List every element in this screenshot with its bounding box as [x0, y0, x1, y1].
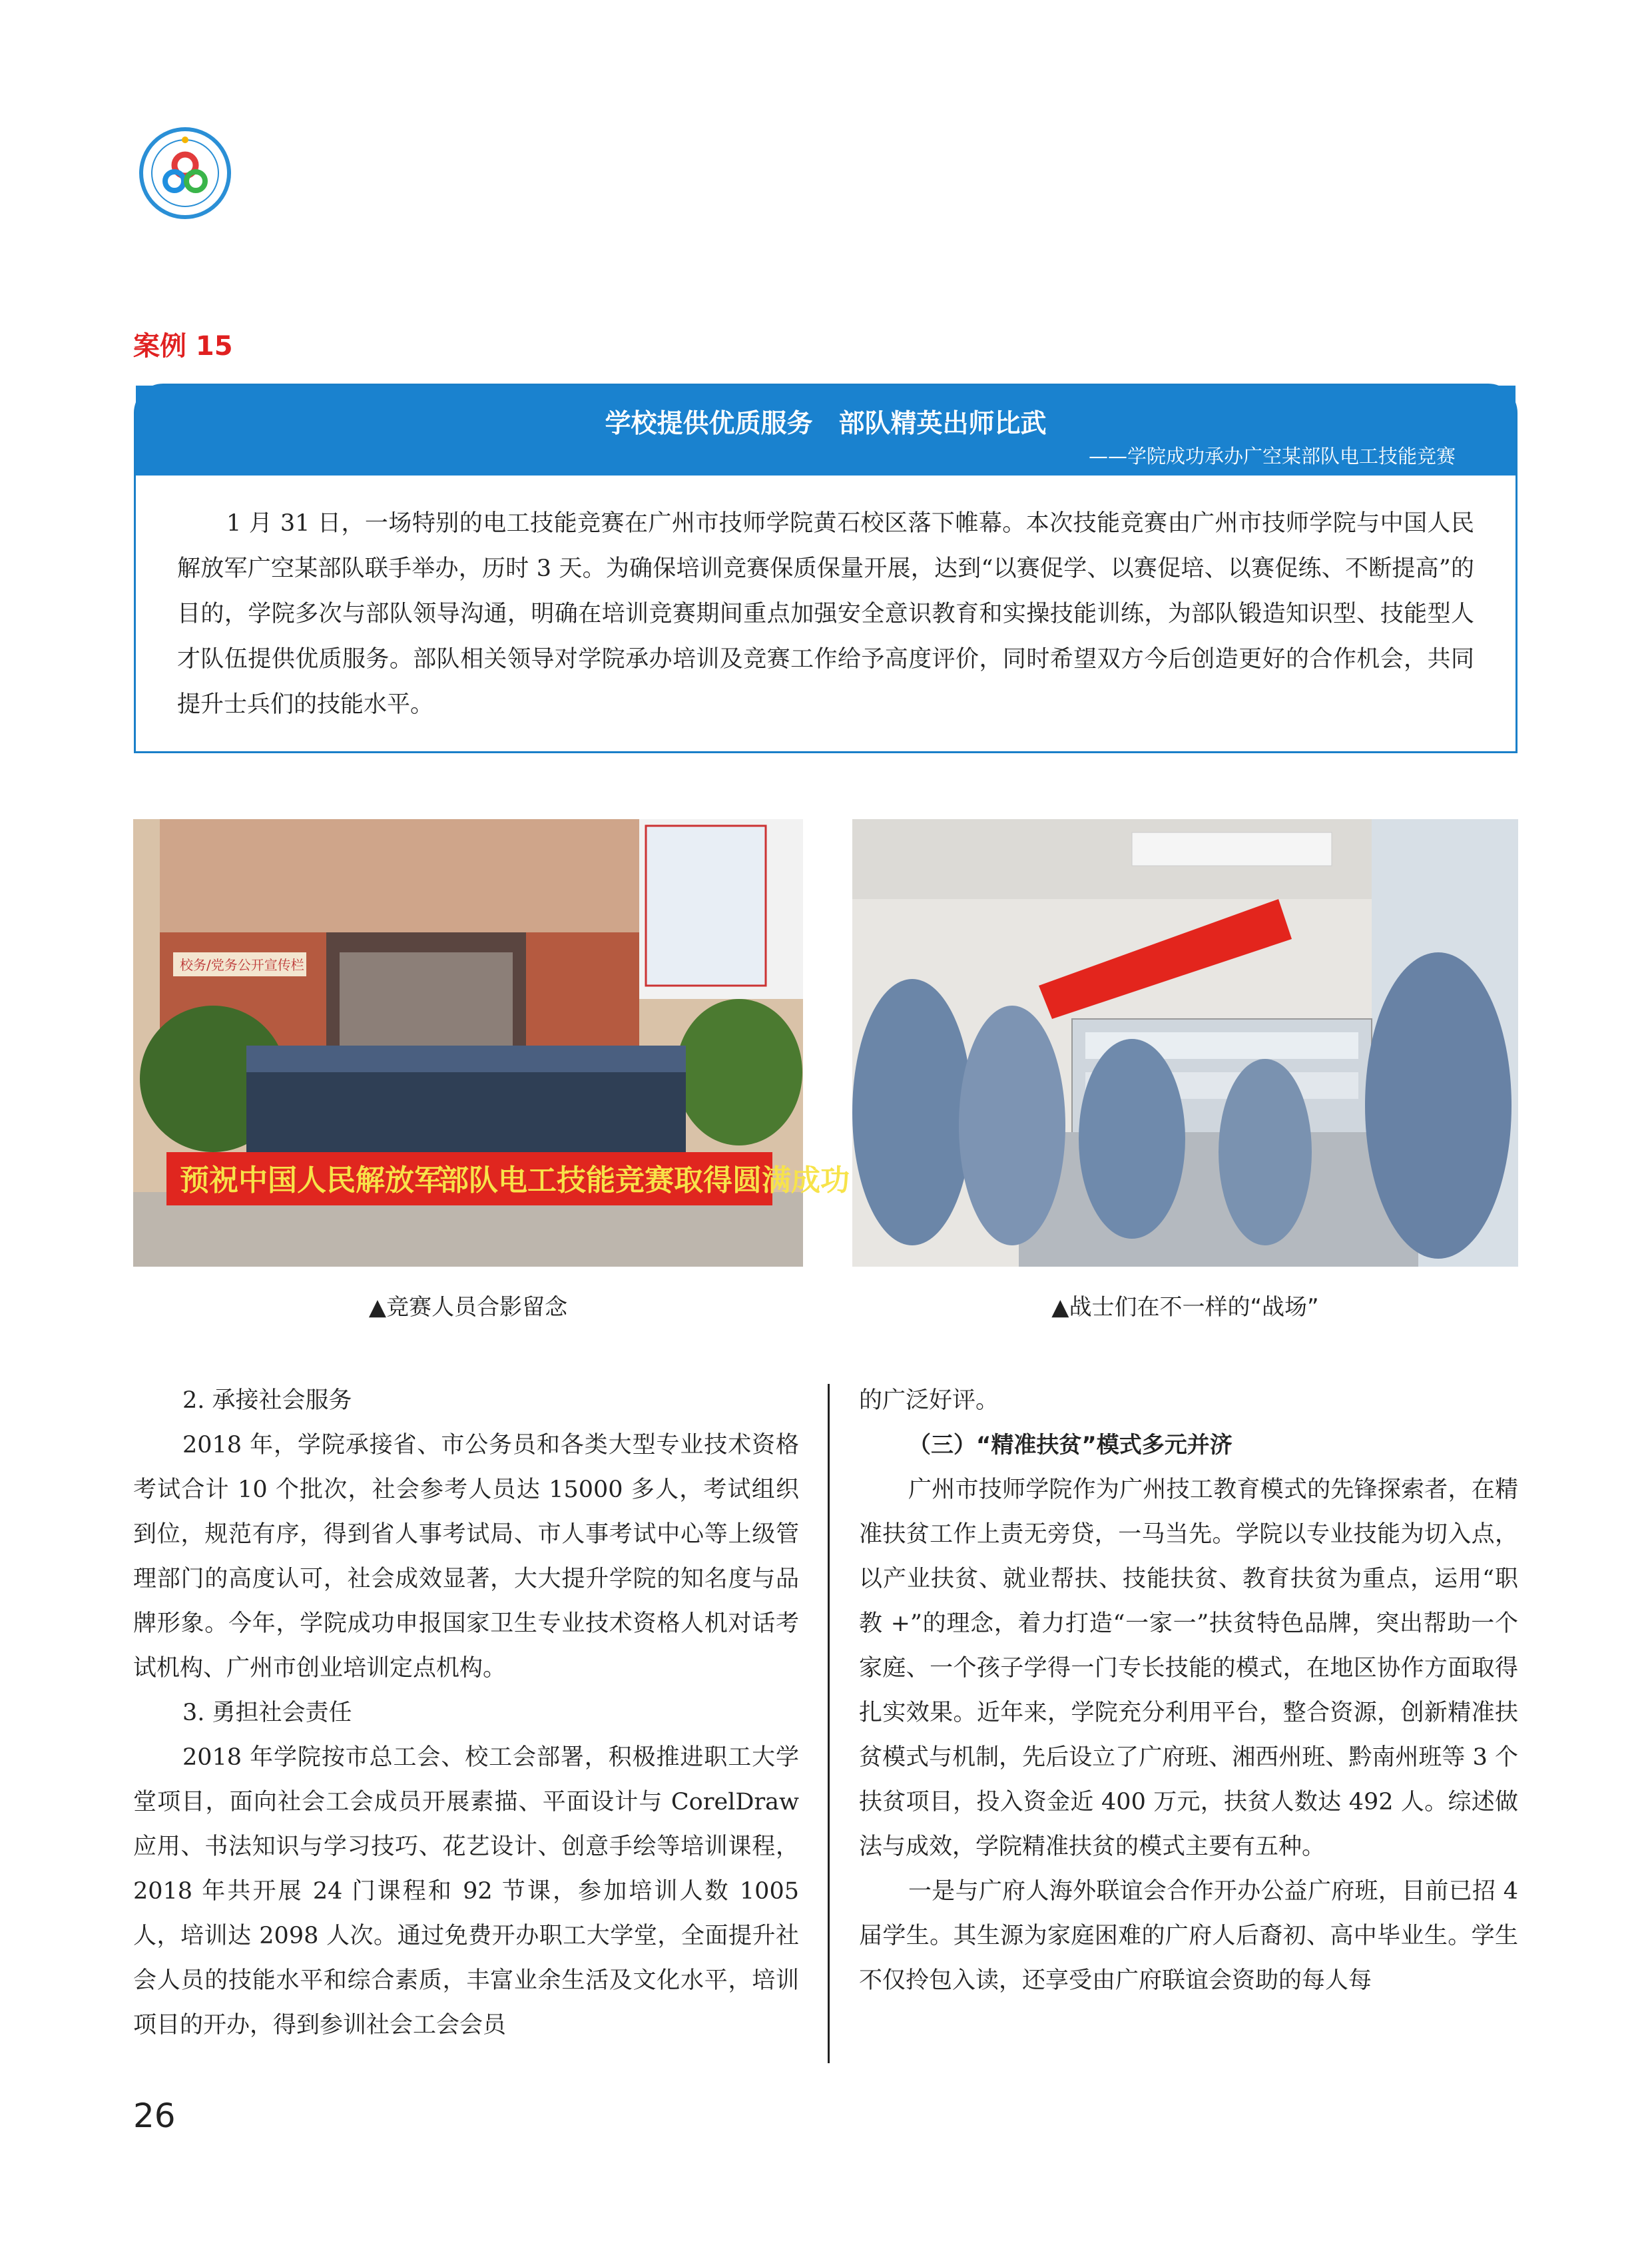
banner-text-left: 预祝中国人民解放军	[180, 1163, 443, 1197]
bulletin-sign: 校务/党务公开宣传栏	[180, 957, 304, 973]
left-text-column	[133, 1379, 799, 2048]
case-header	[136, 386, 1515, 476]
case-subtitle: ——学院成功承办广空某部队电工技能竞赛	[1088, 445, 1456, 468]
left-section-2-heading: 2. 承接社会服务	[182, 1387, 352, 1414]
right-photo-caption: ▲战士们在不一样的“战场”	[1051, 1294, 1319, 1321]
right-continuation: 的广泛好评。	[859, 1387, 999, 1414]
page-number: 26	[133, 2096, 176, 2135]
poverty-alleviation-heading: （三）“精准扶贫”模式多元并济	[908, 1432, 1233, 1458]
right-paragraph-2: 一是与广府人海外联谊会合作开办公益广府班，目前已招 4 届学生。其生源为家庭困难的广府人后裔初、高中毕业生。学生不仅拎包入读，还享受由广府联谊会资助的每人每	[859, 1878, 1518, 1994]
workshop-photo	[852, 819, 1518, 1267]
column-divider	[828, 1384, 830, 2063]
left-section-3-heading: 3. 勇担社会责任	[182, 1700, 352, 1726]
right-text-column	[859, 1379, 1518, 2003]
case-box	[134, 384, 1517, 753]
case-body-text: 1 月 31 日，一场特别的电工技能竞赛在广州市技师学院黄石校区落下帷幕。本次技能竞赛由广州市技师学院与中国人民解放军广空某部队联手举办，历时 3 天。为确保培训竞赛保质保量开展，达到“以赛促学、以赛促培、以赛促练、不断提高”的目的，学院多次与部队领导沟通，明确在培训竞赛期间重点加强安全意识教育和实操技能训练，为部队锻造知识型、技能型人才队伍提供优质服务。部队相关领导对学院承办培训及竞赛工作给予高度评价，同时希望双方今后创造更好的合作机会，共同提升士兵们的技能水平。	[177, 510, 1474, 718]
group-photo	[133, 819, 850, 1267]
school-logo-icon	[138, 127, 232, 220]
left-section-2-paragraph: 2018 年，学院承接省、市公务员和各类大型专业技术资格考试合计 10 个批次，社会参考人员达 15000 多人，考试组织到位，规范有序，得到省人事考试局、市人事考试中心等上级管理部门的高度认可，社会成效显著，大大提升学院的知名度与品牌形象。今年，学院成功申报国家卫生专业技术资格人机对话考试机构、广州市创业培训定点机构。	[133, 1432, 799, 1682]
banner-text-right: 部队电工技能竞赛取得圆满成功	[439, 1163, 850, 1197]
case-label: 案例 15	[133, 331, 233, 362]
case-title: 学校提供优质服务 部队精英出师比武	[605, 409, 1047, 439]
right-paragraph-1: 广州市技师学院作为广州技工教育模式的先锋探索者，在精准扶贫工作上责无旁贷，一马当先。学院以专业技能为切入点，以产业扶贫、就业帮扶、技能扶贫、教育扶贫为重点，运用“职教 +”的理念，着力打造“一家一”扶贫特色品牌，突出帮助一个家庭、一个孩子学得一门专长技能的模式，在地区协作方面取得扎实效果。近年来，学院充分利用平台，整合资源，创新精准扶贫模式与机制，先后设立了广府班、湘西州班、黔南州班等 3 个扶贫项目，投入资金近 400 万元，扶贫人数达 492 人。综述做法与成效，学院精准扶贫的模式主要有五种。	[859, 1476, 1518, 1860]
left-photo-caption: ▲竞赛人员合影留念	[368, 1294, 568, 1321]
left-section-3-paragraph: 2018 年学院按市总工会、校工会部署，积极推进职工大学堂项目，面向社会工会成员开展素描、平面设计与 CorelDraw 应用、书法知识与学习技巧、花艺设计、创意手绘等培训课程，2018 年共开展 24 门课程和 92 节课，参加培训人数 1005 人，培训达 2098 人次。通过免费开办职工大学堂，全面提升社会人员的技能水平和综合素质，丰富业余生活及文化水平，培训项目的开办，得到参训社会工会会员	[133, 1744, 799, 2039]
